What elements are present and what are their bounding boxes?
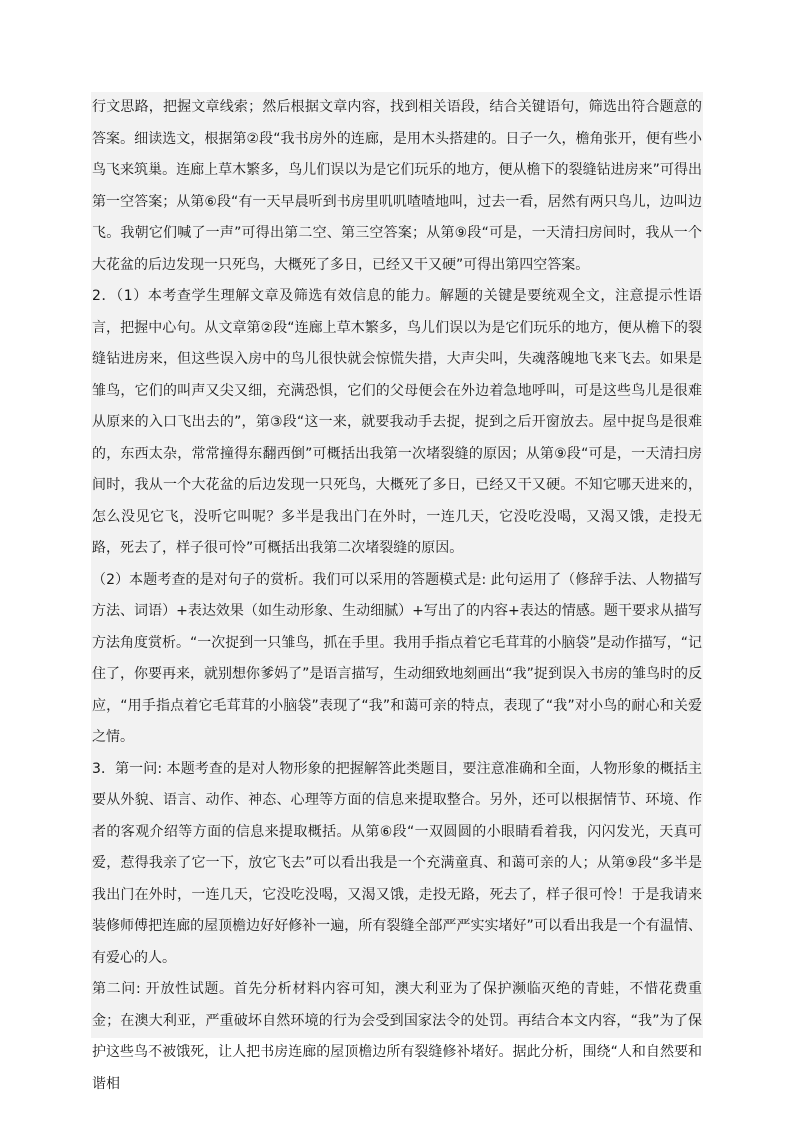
- paragraph-question-2-part-2: （2）本题考查的是对句子的赏析。我们可以采用的答题模式是: 此句运用了（修辞手法、人物描写方法、词语）+表达效果（如生动形象、生动细腻）+写出了的内容+表达的情感。题干要求从描写方法角度赏析。“一次捉到一只雏鸟，抓在手里。我用手指点着它毛茸茸的小脑袋”是动作描写，“记住了，你要再来，就别想你爹妈了”是语言描写，生动细致地刻画出“我”捉到误入书房的雏鸟时的反应，“用手指点着它毛茸茸的小脑袋”表现了“我”和蔼可亲的特点，表现了“我”对小鸟的耐心和关爱之情。: [92, 571, 702, 745]
- paragraph-question-2-part-1: 2．（1）本考查学生理解文章及筛选有效信息的能力。解题的关键是要统观全文，注意提示性语言，把握中心句。从文章第②段“连廊上草木繁多，鸟儿们误以为是它们玩乐的地方，便从檐下的裂缝钻进房来，但这些误入房中的鸟儿很快就会惊慌失措，大声尖叫，失魂落魄地飞来飞去。如果是雏鸟，它们的叫声又尖又细，充满恐惧，它们的父母便会在外边着急地呼叫，可是这些鸟儿是很难从原来的入口飞出去的”，第③段“这一来，就要我动手去捉，捉到之后开窗放去。屋中捉鸟是很难的，东西太杂，常常撞得东翻西倒”可概括出我第一次堵裂缝的原因；从第⑨段“可是，一天清扫房间时，我从一个大花盆的后边发现一只死鸟，大概死了多日，已经又干又硬。不知它哪天进来的，怎么没见它飞，没听它叫呢？多半是我出门在外时，一连几天，它没吃没喝，又渴又饿，走投无路，死去了，样子很可怜”可概括出我第二次堵裂缝的原因。: [92, 288, 702, 556]
- paragraph-question-3-first: 3．第一问: 本题考查的是对人物形象的把握解答此类题目，要注意准确和全面，人物形象的概括主要从外貌、语言、动作、神态、心理等方面的信息来提取整合。另外，还可以根据情节、环境、作者的客观介绍等方面的信息来提取概括。从第⑥段“一双圆圆的小眼睛看着我，闪闪发光，天真可爱，惹得我亲了它一下，放它飞去”可以看出我是一个充满童真、和蔼可亲的人；从第⑨段“多半是我出门在外时，一连几天，它没吃没喝，又渴又饿，走投无路，死去了，样子很可怜！于是我请来装修师傅把连廊的屋顶檐边好好修补一遍，所有裂缝全部严严实实堵好”可以看出我是一个有温情、有爱心的人。: [92, 760, 702, 966]
- paragraph-continuation: 行文思路，把握文章线索；然后根据文章内容，找到相关语段，结合关键语句，筛选出符合题意的答案。细读选文，根据第②段“我书房外的连廊，是用木头搭建的。日子一久，檐角张开，便有些小鸟飞来筑巢。连廊上草木繁多，鸟儿们误以为是它们玩乐的地方，便从檐下的裂缝钻进房来”可得出第一空答案；从第⑥段“有一天早晨听到书房里叽叽喳喳地叫，过去一看，居然有两只鸟儿，边叫边飞。我朝它们喊了一声”可得出第二空、第三空答案；从第⑨段“可是，一天清扫房间时，我从一个大花盆的后边发现一只死鸟，大概死了多日，已经又干又硬”可得出第四空答案。: [92, 99, 702, 273]
- paragraph-question-3-second: 第二问: 开放性试题。首先分析材料内容可知，澳大利亚为了保护濒临灭绝的青蛙，不惜花费重金；在澳大利亚，严重破坏自然环境的行为会受到国家法令的处罚。再结合本文内容，“我”为了保护这些鸟不被饿死，让人把书房连廊的屋顶檐边所有裂缝修补堵好。据此分析，围绕“人和自然要和谐相: [92, 981, 702, 1092]
- answer-text-block: [91, 92, 703, 1092]
